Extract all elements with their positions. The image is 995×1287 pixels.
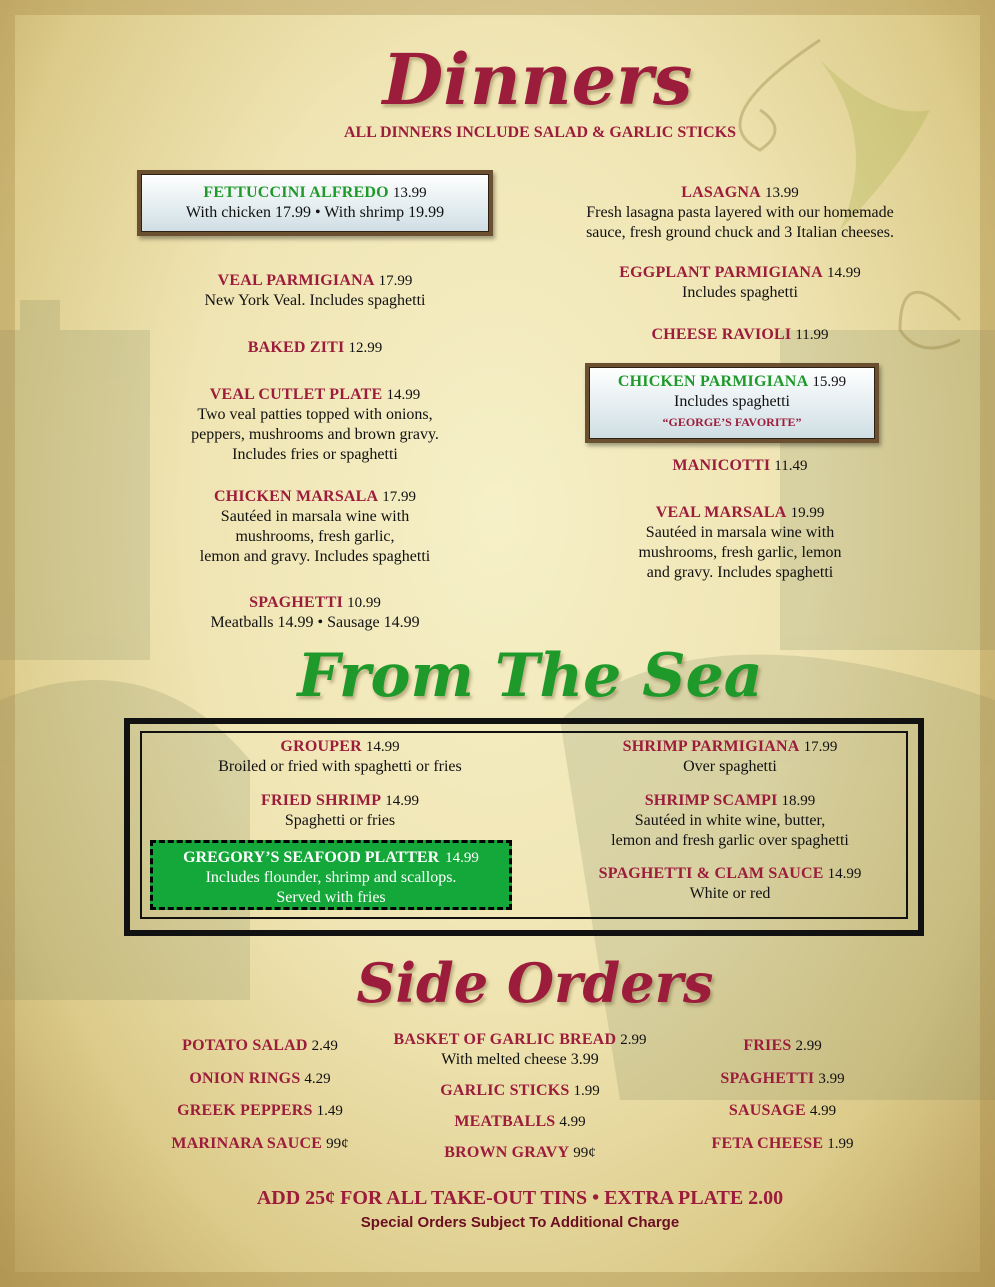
side-item	[370, 1143, 670, 1163]
side-item	[130, 1095, 390, 1128]
item-desc: Includes flounder, shrimp and scallops.	[205, 869, 457, 886]
item-desc: With chicken 17.99 • With shrimp 19.99	[185, 204, 445, 221]
item-price: 3.99	[818, 1070, 845, 1087]
item-desc: New York Veal. Includes spaghetti	[204, 292, 426, 309]
item-price: 13.99	[392, 185, 427, 201]
side-item	[370, 1081, 670, 1101]
menu-item-lasagna	[555, 183, 925, 243]
item-desc: Meatballs 14.99 • Sausage 14.99	[210, 614, 420, 631]
side-item	[130, 1128, 390, 1161]
item-price: 1.49	[316, 1103, 343, 1119]
item-name: SPAGHETTI & CLAM SAUCE	[598, 865, 824, 882]
item-name: VEAL CUTLET PLATE	[209, 386, 383, 403]
item-price: 12.99	[348, 340, 383, 356]
item-name: BAKED ZITI	[247, 339, 345, 356]
dinners-subtitle: ALL DINNERS INCLUDE SALAD & GARLIC STICKS	[343, 124, 737, 141]
item-name: GROUPER	[280, 738, 362, 755]
item-name: FRIES	[743, 1037, 792, 1054]
item-price: 99¢	[573, 1145, 596, 1161]
sides-col-1	[130, 1030, 390, 1160]
item-price: 14.99	[365, 739, 400, 755]
item-desc: Includes fries or spaghetti	[232, 446, 398, 463]
item-price: 14.99	[827, 866, 862, 882]
item-desc: mushrooms, fresh garlic,	[235, 528, 395, 545]
item-name: BASKET OF GARLIC BREAD	[393, 1031, 617, 1048]
item-name: CHICKEN MARSALA	[213, 488, 379, 505]
item-name: FETTUCCINI ALFREDO	[203, 184, 389, 201]
item-desc: White or red	[689, 885, 771, 902]
item-price: 14.99	[445, 850, 479, 866]
side-item	[660, 1095, 905, 1128]
item-price: 15.99	[812, 374, 847, 390]
item-name: VEAL PARMIGIANA	[217, 272, 375, 289]
item-name: SPAGHETTI	[249, 594, 344, 611]
item-desc: Over spaghetti	[683, 758, 777, 775]
footer-takeout-note: ADD 25¢ FOR ALL TAKE-OUT TINS • EXTRA PLATE 2.00	[256, 1187, 784, 1209]
item-name: FETA CHEESE	[711, 1134, 824, 1152]
item-desc: and gravy. Includes spaghetti	[646, 564, 834, 581]
item-name: FRIED SHRIMP	[261, 792, 382, 809]
item-desc: Includes spaghetti	[674, 393, 790, 410]
item-price: 18.99	[781, 793, 816, 809]
item-price: 1.99	[827, 1135, 854, 1152]
item-desc: Served with fries	[276, 889, 386, 906]
sides-col-3	[660, 1030, 905, 1160]
item-name: VEAL MARSALA	[655, 504, 787, 521]
menu-item-baked-ziti	[120, 338, 510, 358]
side-item	[130, 1030, 390, 1063]
item-price: 4.99	[809, 1103, 837, 1119]
item-desc: lemon and gravy. Includes spaghetti	[199, 548, 431, 565]
item-desc: Sautéed in marsala wine with	[645, 524, 835, 541]
item-price: 14.99	[386, 387, 421, 403]
item-name: MANICOTTI	[672, 457, 771, 474]
menu-item-veal-marsala	[555, 503, 925, 583]
sides-title: Side Orders	[356, 951, 714, 1015]
item-price: 1.99	[573, 1083, 600, 1099]
item-name: POTATO SALAD	[182, 1037, 308, 1054]
side-item	[130, 1063, 390, 1096]
side-item	[660, 1063, 905, 1096]
menu-item-veal-cutlet	[120, 385, 510, 465]
dinners-title: Dinners	[382, 38, 693, 121]
item-name: GREGORY’S SEAFOOD PLATTER	[183, 849, 440, 866]
item-price: 2.49	[311, 1038, 338, 1054]
item-name: ONION RINGS	[189, 1069, 301, 1087]
item-name: SHRIMP SCAMPI	[644, 792, 778, 809]
item-desc: Fresh lasagna pasta layered with our homemade	[586, 204, 894, 221]
item-name: SAUSAGE	[728, 1102, 806, 1119]
item-price: 13.99	[764, 185, 799, 201]
favorite-note: “GEORGE’S FAVORITE”	[662, 415, 802, 429]
item-price: 4.29	[304, 1070, 331, 1087]
item-name: LASAGNA	[681, 184, 761, 201]
item-desc: Two veal patties topped with onions,	[197, 406, 433, 423]
menu-item-fettuccini	[137, 183, 493, 223]
menu-item-fried-shrimp	[150, 791, 530, 831]
item-desc: peppers, mushrooms and brown gravy.	[191, 426, 439, 443]
menu-item-clam-sauce	[545, 864, 915, 904]
item-desc: Spaghetti or fries	[284, 812, 396, 829]
item-name: GREEK PEPPERS	[177, 1102, 313, 1119]
item-price: 11.99	[795, 327, 829, 343]
item-desc: Sautéed in marsala wine with	[220, 508, 410, 525]
item-name: GARLIC STICKS	[440, 1082, 570, 1099]
menu-item-shrimp-scampi	[545, 791, 915, 851]
item-price: 17.99	[378, 273, 413, 289]
menu-item-eggplant	[555, 263, 925, 303]
item-desc: mushrooms, fresh garlic, lemon	[638, 544, 842, 561]
menu-item-spaghetti	[120, 593, 510, 633]
menu-item-chicken-parmigiana	[585, 372, 879, 432]
footer-special-orders: Special Orders Subject To Additional Charge	[360, 1214, 680, 1231]
item-price: 14.99	[385, 793, 419, 809]
side-item	[660, 1030, 905, 1063]
menu-item-cheese-ravioli	[555, 325, 925, 345]
item-price: 2.99	[620, 1032, 647, 1048]
item-desc: Broiled or fried with spaghetti or fries	[218, 758, 462, 775]
item-name: EGGPLANT PARMIGIANA	[619, 264, 823, 281]
item-price: 99¢	[326, 1135, 349, 1152]
item-name: SPAGHETTI	[720, 1069, 815, 1087]
item-name: CHICKEN PARMIGIANA	[617, 373, 809, 390]
item-name: CHEESE RAVIOLI	[651, 326, 792, 343]
item-desc: With melted cheese 3.99	[441, 1051, 599, 1068]
item-desc: Includes spaghetti	[682, 284, 798, 301]
item-price: 11.49	[774, 458, 808, 474]
sides-col-2	[370, 1030, 670, 1163]
item-price: 4.99	[559, 1114, 586, 1130]
item-price: 17.99	[382, 489, 417, 505]
item-name: MEATBALLS	[454, 1113, 556, 1130]
item-price: 19.99	[790, 505, 825, 521]
item-price: 10.99	[347, 595, 381, 611]
sea-title: From The Sea	[297, 641, 763, 711]
item-name: SHRIMP PARMIGIANA	[622, 738, 800, 755]
item-name: MARINARA SAUCE	[171, 1134, 323, 1152]
menu-item-manicotti	[555, 456, 925, 476]
item-desc: sauce, fresh ground chuck and 3 Italian cheeses.	[586, 224, 894, 241]
menu-item-veal-parmigiana	[120, 271, 510, 311]
item-price: 2.99	[795, 1038, 822, 1054]
menu-item-shrimp-parmigiana	[545, 737, 915, 777]
menu-item-grouper	[150, 737, 530, 777]
item-desc: Sautéed in white wine, butter,	[634, 812, 826, 829]
item-name: BROWN GRAVY	[444, 1144, 570, 1161]
item-price: 14.99	[826, 265, 861, 281]
seafood-platter-box	[150, 840, 512, 910]
side-item	[370, 1030, 670, 1070]
item-price: 17.99	[803, 739, 838, 755]
side-item	[370, 1112, 670, 1132]
menu-item-chicken-marsala	[120, 487, 510, 567]
side-item	[660, 1128, 905, 1161]
item-desc: lemon and fresh garlic over spaghetti	[611, 832, 849, 849]
